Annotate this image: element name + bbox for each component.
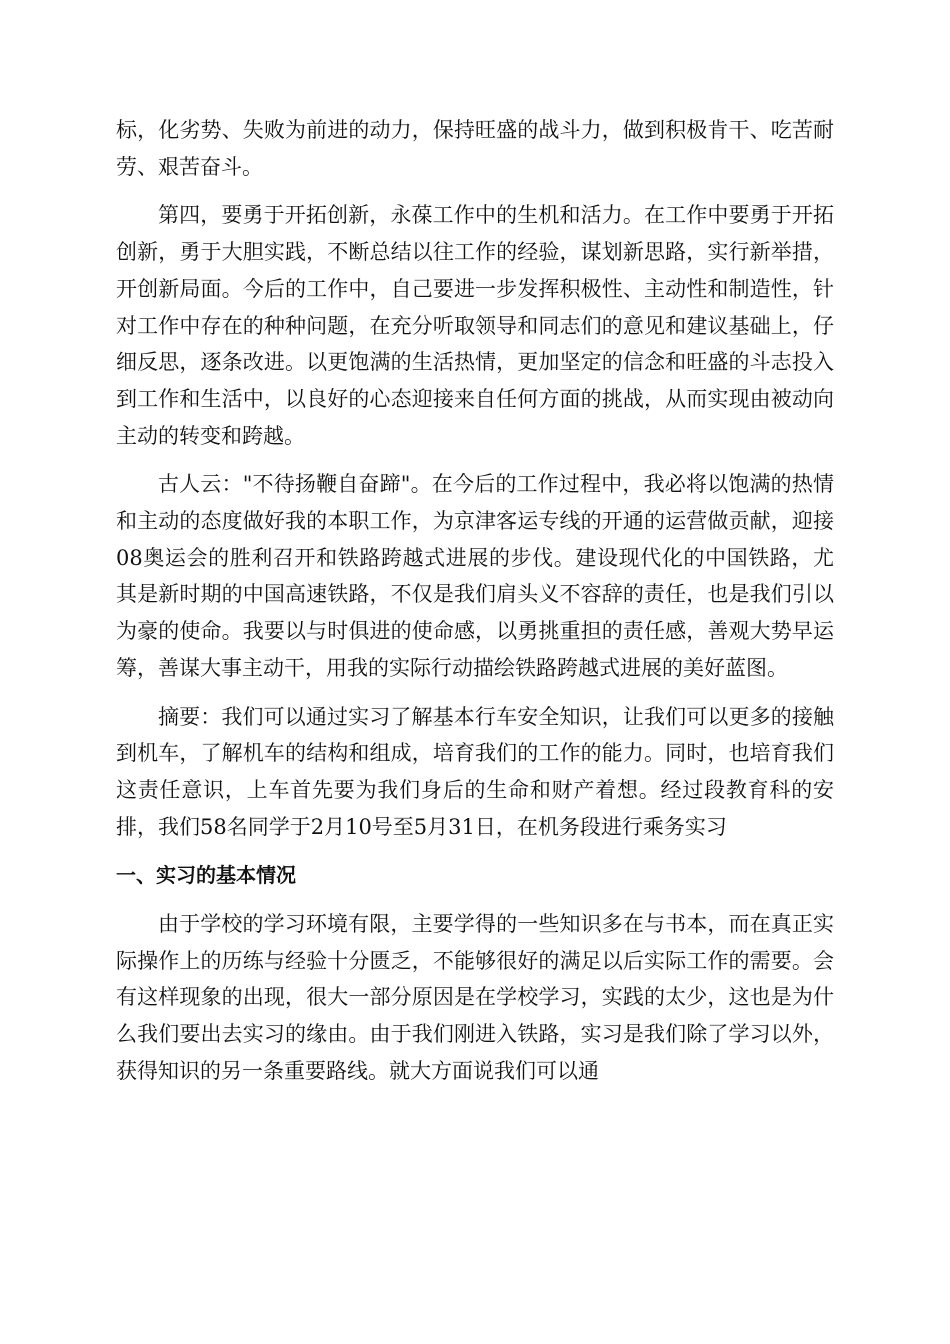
paragraph-continuation: 标，化劣势、失败为前进的动力，保持旺盛的战斗力，做到积极肯干、吃苦耐劳、艰苦奋斗。 [116, 118, 834, 179]
paragraph-internship-basics: 由于学校的学习环境有限，主要学得的一些知识多在与书本，而在真正实际操作上的历练与经验十分匮乏，不能够很好的满足以后实际工作的需要。会有这样现象的出现，很大一部分原因是在学校学习，实践的太少，这也是为什么我们要出去实习的缘由。由于我们刚进入铁路，实习是我们除了学习以外，获得知识的另一条重要路线。就大方面说我们可以通 [116, 912, 834, 1083]
paragraph-ancient-saying: 古人云："不待扬鞭自奋蹄"。在今后的工作过程中，我必将以饱满的热情和主动的态度做好我的本职工作，为京津客运专线的开通的运营做贡献，迎接08奥运会的胜利召开和铁路跨越式进展的步伐。建设现代化的中国铁路，尤其是新时期的中国高速铁路，不仅是我们肩头义不容辞的责任，也是我们引以为豪的使命。我要以与时俱进的使命感，以勇挑重担的责任感，善观大势早运筹，善谋大事主动干，用我的实际行动描绘铁路跨越式进展的美好蓝图。 [116, 472, 834, 680]
section-heading: 一、实习的基本情况 [116, 863, 296, 888]
paragraph-abstract: 摘要：我们可以通过实习了解基本行车安全知识，让我们可以更多的接触到机车，了解机车的结构和组成，培育我们的工作的能力。同时，也培育我们这责任意识，上车首先要为我们身后的生命和财产着想。经过段教育科的安排，我们58名同学于2月10号至5月31日，在机务段进行乘务实习 [116, 704, 834, 839]
document-page [116, 112, 834, 1102]
paragraph-innovation: 第四，要勇于开拓创新，永葆工作中的生机和活力。在工作中要勇于开拓创新，勇于大胆实践，不断总结以往工作的经验，谋划新思路，实行新举措，开创新局面。今后的工作中，自己要进一步发挥积极性、主动性和制造性，针对工作中存在的种种问题，在充分听取领导和同志们的意见和建议基础上，仔细反思，逐条改进。以更饱满的生活热情，更加坚定的信念和旺盛的斗志投入到工作和生活中，以良好的心态迎接来自任何方面的挑战，从而实现由被动向主动的转变和跨越。 [116, 203, 834, 448]
